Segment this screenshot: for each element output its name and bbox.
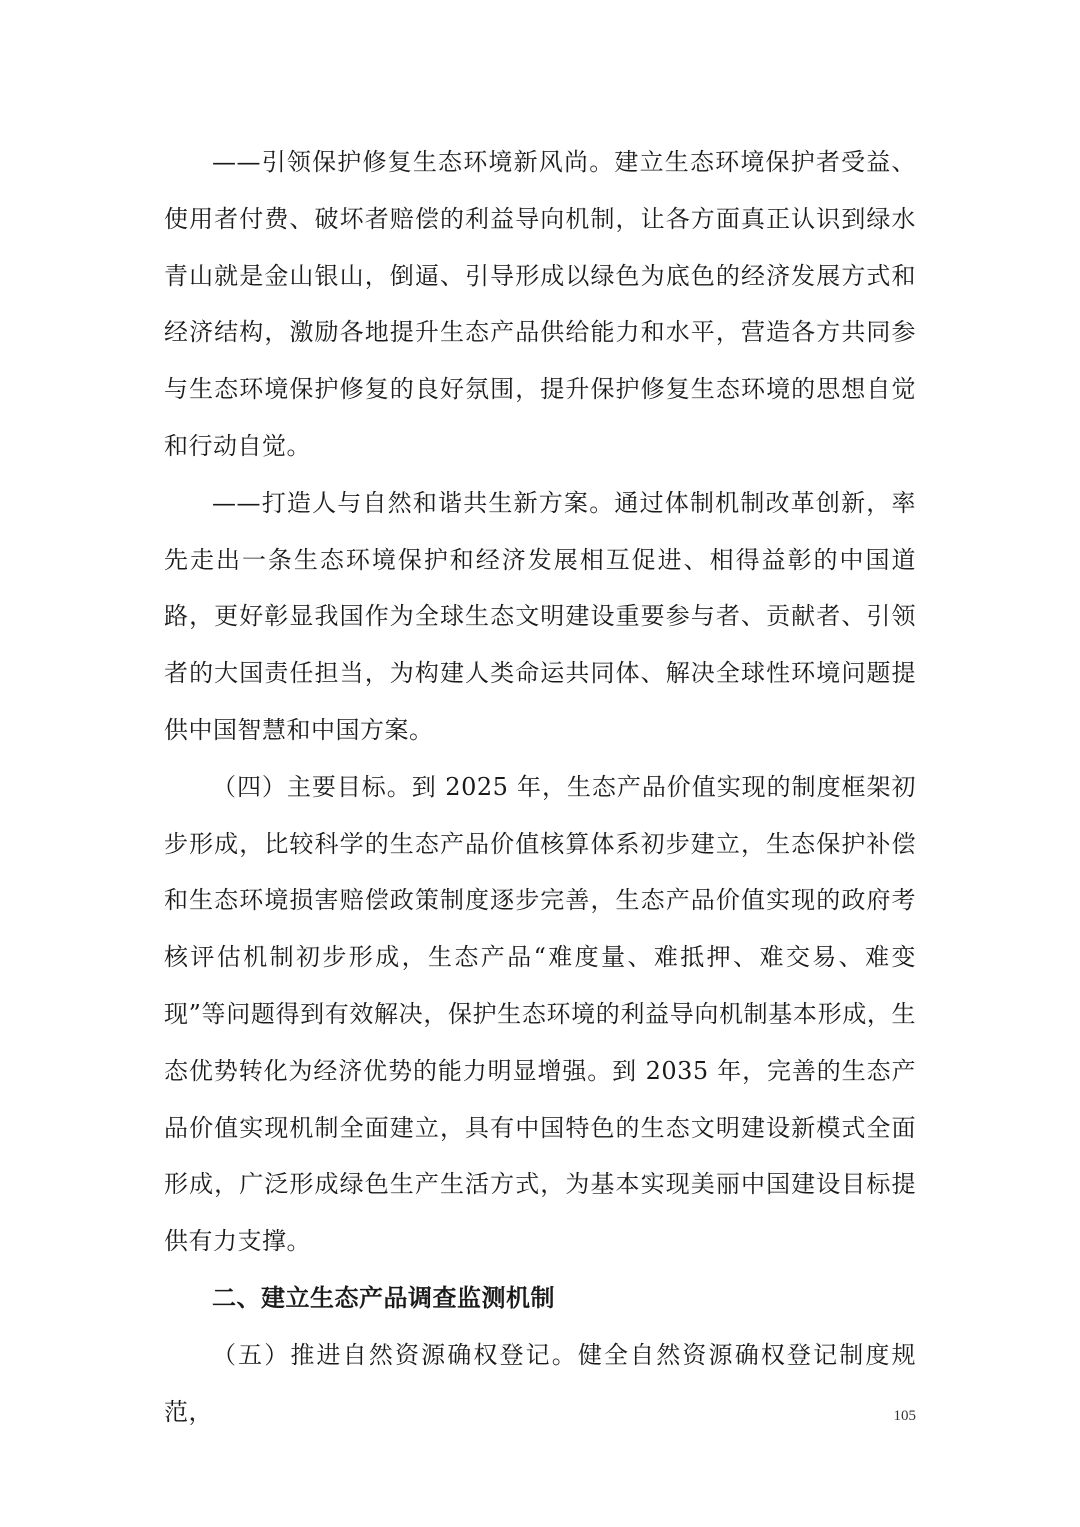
paragraph-resource-registration: （五）推进自然资源确权登记。健全自然资源确权登记制度规范， [164,1340,916,1426]
page-number: 105 [893,1408,916,1424]
section-heading: 二、建立生态产品调查监测机制 [212,1283,555,1312]
paragraph-main-goals: （四）主要目标。到 2025 年，生态产品价值实现的制度框架初步形成，比较科学的生态产品价值核算体系初步建立，生态保护补偿和生态环境损害赔偿政策制度逐步完善，生态产品价值实现的政府考核评估机制初步形成，生态产品“难度量、难抵押、难交易、难变现”等问题得到有效解决，保护生态环境的利益导向机制基本形成，生态优势转化为经济优势的能力明显增强。到 2035 年，完善的生态产品价值实现机制全面建立，具有中国特色的生态文明建设新模式全面形成，广泛形成绿色生产生活方式，为基本实现美丽中国建设目标提供有力支撑。 [164,772,916,1256]
paragraph-harmony-plan: ——打造人与自然和谐共生新方案。通过体制机制改革创新，率先走出一条生态环境保护和经济发展相互促进、相得益彰的中国道路，更好彰显我国作为全球生态文明建设重要参与者、贡献者、引领者的大国责任担当，为构建人类命运共同体、解决全球性环境问题提供中国智慧和中国方案。 [164,488,916,744]
paragraph-new-trend: ——引领保护修复生态环境新风尚。建立生态环境保护者受益、使用者付费、破坏者赔偿的利益导向机制，让各方面真正认识到绿水青山就是金山银山，倒逼、引导形成以绿色为底色的经济发展方式和经济结构，激励各地提升生态产品供给能力和水平，营造各方共同参与生态环境保护修复的良好氛围，提升保护修复生态环境的思想自觉和行动自觉。 [164,148,916,460]
document-body [164,134,916,1440]
